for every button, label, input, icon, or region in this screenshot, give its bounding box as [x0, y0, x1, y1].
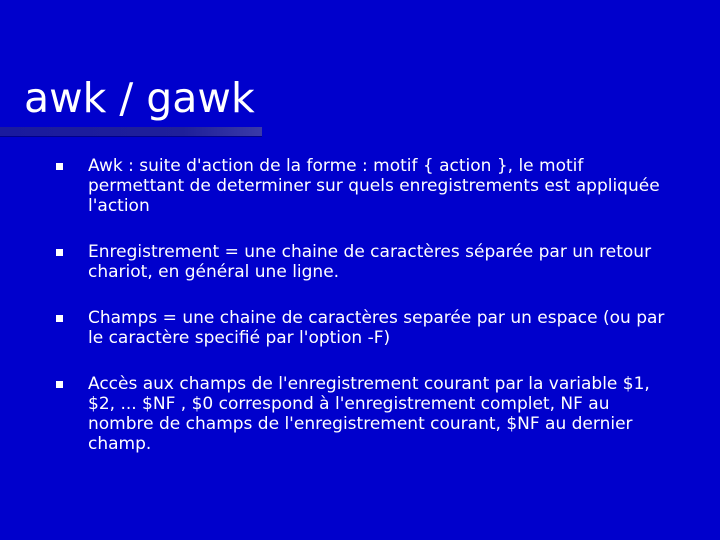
square-bullet-icon: [56, 315, 63, 322]
bullet-item: [56, 374, 666, 454]
square-bullet-icon: [56, 381, 63, 388]
bullet-item: [56, 242, 666, 282]
bullet-text: Accès aux champs de l'enregistrement courant par la variable $1, $2, ... $NF , $0 correspond à l'enregistrement complet, NF au nombre de champs de l'enregistrement courant, $NF au dernier champ.: [88, 374, 650, 454]
square-bullet-icon: [56, 163, 63, 170]
bullet-item: [56, 156, 666, 216]
bullet-list: [56, 156, 666, 454]
bullet-text: Enregistrement = une chaine de caractères séparée par un retour chariot, en général une ligne.: [88, 242, 652, 282]
title-underline: [0, 127, 262, 136]
square-bullet-icon: [56, 249, 63, 256]
bullet-text: Awk : suite d'action de la forme : motif { action }, le motif permettant de determiner sur quels enregistrements est appliquée l'action: [88, 156, 660, 216]
bullet-item: [56, 308, 666, 348]
bullet-text: Champs = une chaine de caractères separée par un espace (ou par le caractère specifié par l'option -F): [88, 308, 665, 348]
slide-title: awk / gawk: [24, 74, 255, 122]
